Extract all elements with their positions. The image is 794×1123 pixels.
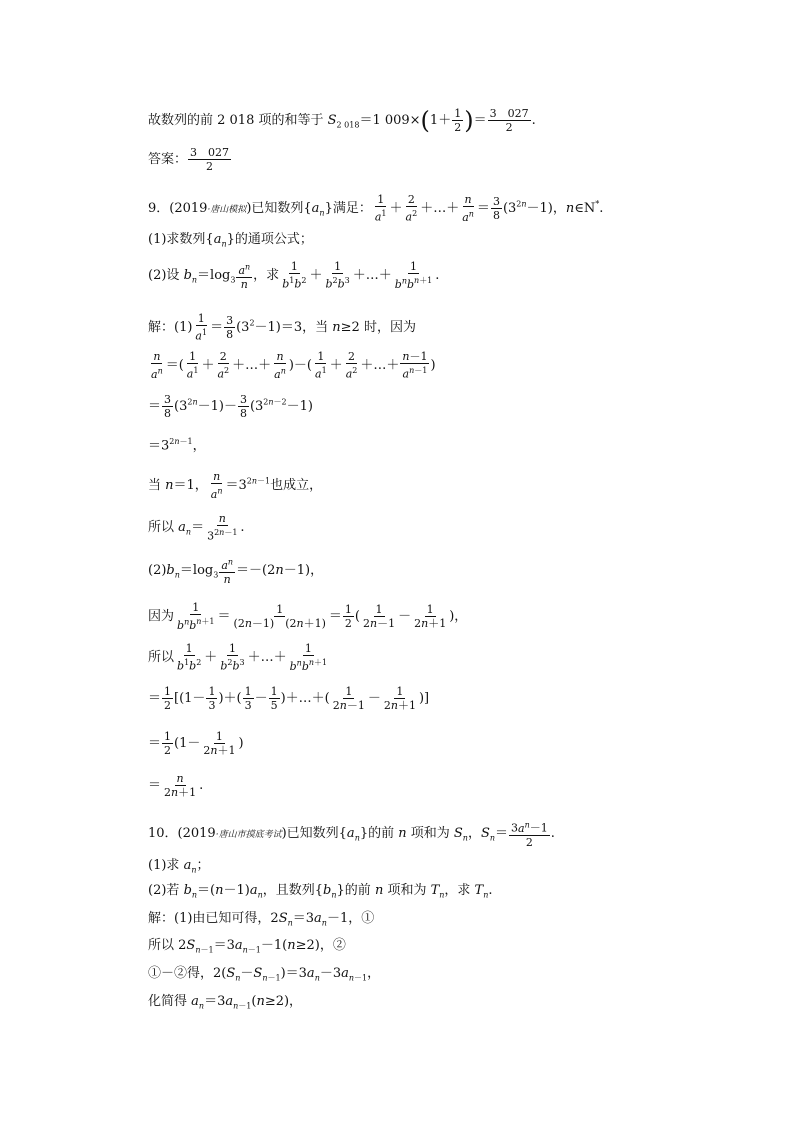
solution-10-step-3: ①－②得，$2(S_n-S_{n-1})=3a_n-3a_{n-1}$， [148, 966, 381, 983]
solution-9-step-12: ＝ $\frac{n}{2n+1}$ . [148, 772, 204, 799]
solution-10-step-4: 化简得 $a_n=3a_{n-1}(n\ge 2)$， [148, 994, 303, 1011]
problem-10-part-2: (2)若 $b_n=(n-1)a_n$，且数列$\{b_n\}$的前 n 项和为 $T_n$，求 $T_n$. [148, 883, 493, 900]
solution-9-step-1: 解：(1) $\frac{1}{a^1}$ ＝ $\frac{3}{8}$ $(3^2-1)=3$，当 n≥2 时，因为 [148, 312, 416, 343]
solution-9-step-4: $=3^{2n-1}$， [148, 437, 206, 454]
solution-9-step-3: ＝ $\frac{3}{8}$ $(3^{2n}-1)-$ $\frac{3}{8}$ $(3^{2n-2}-1)$ [148, 393, 313, 420]
sum-conclusion-line: 故数列的前 2 018 项的和等于 $S_{2 018}=1$ 009×(1＋ $\frac{1}{2}$ )＝ $\frac{3 027}{2}$ . [148, 106, 536, 135]
problem-10-part-1: (1)求 $a_n$； [148, 858, 210, 875]
solution-9-step-6: 所以 $a_n=$ $\frac{n}{3^{2n-1}}$ . [148, 512, 245, 543]
solution-9-step-11: ＝ $\frac{1}{2}$ (1－ $\frac{1}{2n+1}$ ) [148, 730, 244, 757]
problem-9-part-1: (1)求数列$\{a_n\}$的通项公式； [148, 232, 313, 249]
problem-9-part-2: (2)设 $b_n=\log_3$ $\frac{a^n}{n}$ ，求 $\frac{1}{b^1b^2}$ ＋ $\frac{1}{b^2b^3}$ ＋…＋ $\frac{1}{b^nb^{n+1}}$ . [148, 260, 440, 291]
solution-10-step-1: 解：(1)由已知可得，$2S_n=3a_n-1$，① [148, 911, 375, 928]
problem-10-statement: 10．(2019·唐山市摸底考试)已知数列$\{a_n\}$的前 n 项和为 $S_n$，$S_n=$ $\frac{3a^n-1}{2}$ . [148, 820, 555, 849]
solution-9-step-5: 当 n＝1， $\frac{n}{a^n}$ $=3^{2n-1}$也成立， [148, 470, 323, 501]
answer-line: 答案： $\frac{3 027}{2}$ [148, 146, 230, 173]
solution-9-step-9: 所以 $\frac{1}{b^1b^2}$ ＋ $\frac{1}{b^2b^3}$ ＋…＋ $\frac{1}{b^nb^{n+1}}$ [148, 642, 328, 673]
problem-9-statement: 9．(2019·唐山模拟)已知数列$\{a_n\}$满足： $\frac{1}{a^1}$ ＋ $\frac{2}{a^2}$ ＋…＋ $\frac{n}{a^n}$ ＝ $\frac{3}{8}$ $(3^{2n}-1)$，n∈N*. [148, 193, 604, 224]
solution-9-step-8: 因为 $\frac{1}{b^nb^{n+1}}$ ＝ $\frac{1}{(2n-1) (2n+1)}$ ＝ $\frac{1}{2}$ ( $\frac{1}{2n-1}$ － $\frac{1}{2n+1}$ )， [148, 601, 468, 632]
solution-9-step-10: ＝ $\frac{1}{2}$ [(1－ $\frac{1}{3}$ )＋( $\frac{1}{3}$ － $\frac{1}{5}$ )＋…＋( $\frac{1}{2n-1}$ － $\frac{1}{2n+1}$ )] [148, 685, 430, 712]
solution-9-step-2: $\frac{n}{a^n}$ ＝( $\frac{1}{a^1}$ ＋ $\frac{2}{a^2}$ ＋…＋ $\frac{n}{a^n}$ )－( $\frac{1}{a^1}$ ＋ $\frac{2}{a^2}$ ＋…＋ $\frac{n-1}{a^{n-1}}$ ) [151, 350, 436, 381]
solution-9-step-7: $(2)b_n=\log_3$ $\frac{a^n}{n}$ ＝－(2n－1)， [148, 557, 324, 586]
solution-10-step-2: 所以 $2S_{n-1}=3a_{n-1}-1(n\ge 2)$，② [148, 938, 346, 955]
